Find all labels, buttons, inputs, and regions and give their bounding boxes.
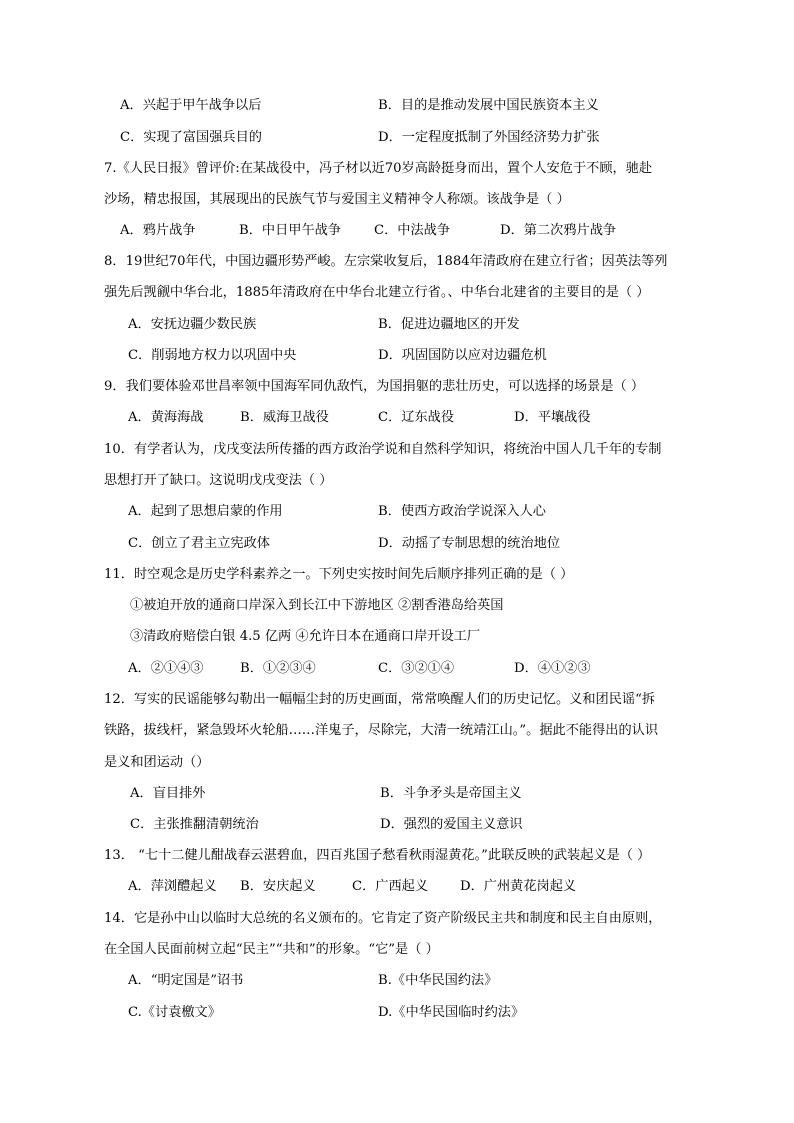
q10-option-b: B．使西方政治学说深入人心 — [378, 504, 546, 519]
q12-option-b: B．斗争矛头是帝国主义 — [380, 786, 522, 801]
q11-option-b: B．①②③④ — [240, 661, 316, 676]
q6-option-a: A．兴起于甲午战争以后 — [120, 98, 262, 113]
q8-option-a: A．安抚边疆少数民族 — [128, 317, 257, 332]
q6-option-d: D．一定程度抵制了外国经济势力扩张 — [378, 130, 600, 145]
q10-option-a: A．起到了思想启蒙的作用 — [128, 504, 283, 519]
q7-stem-line1: 7.《人民日报》曾评价:在某战役中，冯子材以近70岁高龄挺身而出，置个人安危于不顾，驰赴 — [104, 161, 653, 176]
q11-option-c: C．③②①④ — [378, 661, 455, 676]
q11-option-d: D．④①②③ — [514, 661, 591, 676]
q7-stem-line2: 沙场，精忠报国，其展现出的民族气节与爱国主义精神令人称颂。该战争是（ ） — [104, 192, 570, 207]
q10-option-d: D．动摇了专制思想的统治地位 — [378, 536, 561, 551]
q9-stem-line1: 9．我们要体验邓世昌率领中国海军同仇敌忾，为国捐躯的悲壮历史，可以选择的场景是（ ） — [104, 379, 645, 394]
q8-option-d: D．巩固国防以应对边疆危机 — [378, 348, 547, 363]
q12-stem-line2: 铁路，拔线杆，紧急毁坏火轮船……洋鬼子，尽除完，大清一统靖江山。”。据此不能得出的认识 — [104, 723, 659, 738]
q14-option-c: C.《讨袁檄文》 — [128, 1005, 221, 1020]
q10-stem-line2: 思想打开了缺口。这说明戊戌变法（ ） — [104, 473, 333, 488]
q14-stem-line1: 14．它是孙中山以临时大总统的名义颁布的。它肯定了资产阶级民主共和制度和民主自由原则， — [104, 911, 662, 926]
q9-option-a: A．黄海海战 — [128, 410, 204, 425]
q12-stem-line3: 是义和团运动（） — [104, 755, 210, 770]
q9-option-d: D．平壤战役 — [514, 410, 591, 425]
q7-option-c: C．中法战争 — [374, 223, 451, 238]
q12-option-d: D．强烈的爱国主义意识 — [380, 817, 523, 832]
q10-option-c: C．创立了君主立宪政体 — [128, 536, 270, 551]
q13-option-c: C．广西起义 — [352, 879, 429, 894]
q9-option-c: C．辽东战役 — [378, 410, 455, 425]
q7-option-a: A．鸦片战争 — [120, 223, 196, 238]
q13-option-d: D．广州黄花岗起义 — [460, 879, 577, 894]
q13-stem-line1: 13． “七十二健儿酣战春云湛碧血，四百兆国子愁看秋雨湿黄花。”此联反映的武装起义是（ ） — [104, 848, 651, 863]
q14-stem-line2: 在全国人民面前树立起“民主”“共和”的形象。“它”是（ ） — [104, 942, 439, 957]
q11-item-line1: ①被迫开放的通商口岸深入到长江中下游地区 ②割香港岛给英国 — [130, 598, 504, 613]
q10-stem-line1: 10．有学者认为，戊戌变法所传播的西方政治学说和自然科学知识，将统治中国人几千年的专制 — [104, 442, 662, 457]
q7-option-b: B．中日甲午战争 — [239, 223, 342, 238]
q12-option-a: A．盲目排外 — [130, 786, 206, 801]
q8-stem-line1: 8．19世纪70年代，中国边疆形势严峻。左宗棠收复后，1884年清政府在建立行省；因英法等列 — [104, 254, 668, 269]
q13-option-b: B．安庆起义 — [240, 879, 316, 894]
q11-option-a: A．②①④③ — [128, 661, 204, 676]
q8-stem-line2: 强先后觊觎中华台北，1885年清政府在中华台北建立行省。、中华台北建省的主要目的是（ ） — [104, 285, 650, 300]
q8-option-c: C．削弱地方权力以巩固中央 — [128, 348, 297, 363]
q11-item-line2: ③清政府赔偿白银 4.5 亿两 ④允许日本在通商口岸开设工厂 — [130, 629, 481, 644]
q12-option-c: C．主张推翻清朝统治 — [130, 817, 259, 832]
q9-option-b: B．威海卫战役 — [240, 410, 329, 425]
q11-stem-line1: 11．时空观念是历史学科素养之一。下列史实按时间先后顺序排列正确的是（ ） — [104, 567, 574, 582]
q14-option-d: D.《中华民国临时约法》 — [378, 1005, 525, 1020]
q8-option-b: B．促进边疆地区的开发 — [378, 317, 520, 332]
q6-option-c: C．实现了富国强兵目的 — [120, 130, 262, 145]
q12-stem-line1: 12．写实的民谣能够勾勒出一幅幅尘封的历史画面，常常唤醒人们的历史记忆。义和团民谣“拆 — [104, 692, 656, 707]
q14-option-b: B.《中华民国约法》 — [378, 973, 498, 988]
q13-option-a: A．萍浏醴起义 — [128, 879, 217, 894]
q14-option-a: A．“明定国是”诏书 — [128, 973, 244, 988]
q6-option-b: B．目的是推动发展中国民族资本主义 — [378, 98, 599, 113]
q7-option-d: D．第二次鸦片战争 — [500, 223, 617, 238]
